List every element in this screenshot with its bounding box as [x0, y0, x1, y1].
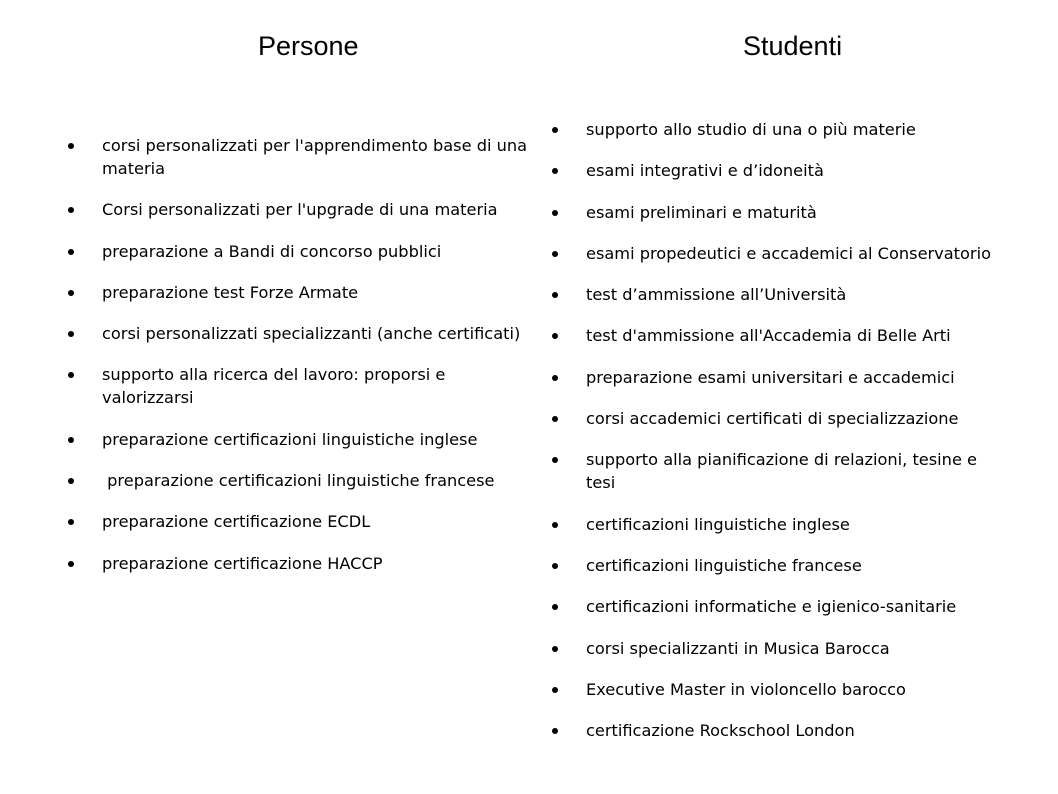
- list-item-text: preparazione certificazione ECDL: [102, 512, 371, 532]
- bullet-icon: [552, 251, 558, 257]
- list-item-text: esami preliminari e maturità: [586, 202, 817, 222]
- bullet-icon: [552, 563, 558, 569]
- list-item-text: certificazioni linguistiche inglese: [586, 514, 850, 534]
- list-item: [546, 242, 1004, 265]
- list-item-text: Corsi personalizzati per l'upgrade di una materia: [102, 200, 498, 220]
- bullet-icon: [68, 331, 74, 337]
- bullet-icon: [552, 168, 558, 174]
- list-item-text: preparazione certificazioni linguistiche francese: [102, 471, 495, 491]
- bullet-icon: [68, 561, 74, 567]
- list-item-text: test d'ammissione all'Accademia di Belle Arti: [586, 326, 951, 346]
- list-item: [546, 366, 1004, 389]
- list-item-text: preparazione certificazione HACCP: [102, 553, 383, 573]
- list-item: [546, 283, 1004, 306]
- list-item: [62, 322, 532, 345]
- list-item: [62, 134, 532, 180]
- list-item-text: supporto alla ricerca del lavoro: proporsi e valorizzarsi: [102, 365, 451, 408]
- list-persone: [62, 134, 532, 593]
- bullet-icon: [68, 372, 74, 378]
- bullet-icon: [552, 728, 558, 734]
- list-item-text: preparazione esami universitari e accademici: [586, 367, 955, 387]
- list-item: [546, 159, 1004, 182]
- bullet-icon: [68, 207, 74, 213]
- list-item: [546, 554, 1004, 577]
- list-item: [62, 281, 532, 304]
- bullet-icon: [68, 290, 74, 296]
- list-item: [62, 428, 532, 451]
- list-item: [546, 201, 1004, 224]
- list-item-text: certificazioni linguistiche francese: [586, 555, 862, 575]
- list-item-text: test d’ammissione all’Università: [586, 285, 847, 305]
- list-item: [62, 469, 532, 492]
- bullet-icon: [552, 333, 558, 339]
- list-item-text: corsi accademici certificati di specializzazione: [586, 409, 959, 429]
- list-item: [62, 240, 532, 263]
- bullet-icon: [552, 375, 558, 381]
- list-item-text: preparazione test Forze Armate: [102, 282, 359, 302]
- list-item: [546, 448, 1004, 494]
- list-item: [546, 637, 1004, 660]
- list-item: [62, 198, 532, 221]
- column-title-studenti: Studenti: [743, 31, 843, 61]
- list-item-text: supporto alla pianificazione di relazioni, tesine e tesi: [586, 450, 983, 493]
- list-item: [62, 552, 532, 575]
- list-item-text: supporto allo studio di una o più materie: [586, 120, 916, 139]
- bullet-icon: [68, 437, 74, 443]
- list-item-text: preparazione certificazioni linguistiche inglese: [102, 429, 478, 449]
- bullet-icon: [552, 210, 558, 216]
- list-item-text: certificazione Rockschool London: [586, 721, 855, 741]
- column-title-persone: Persone: [258, 31, 359, 61]
- list-item-text: corsi specializzanti in Musica Barocca: [586, 638, 890, 658]
- list-item: [546, 324, 1004, 347]
- list-item-text: Executive Master in violoncello barocco: [586, 679, 906, 699]
- list-item: [546, 407, 1004, 430]
- list-item: [62, 510, 532, 533]
- bullet-icon: [68, 249, 74, 255]
- list-item: [546, 719, 1004, 742]
- bullet-icon: [68, 519, 74, 525]
- list-studenti: [546, 118, 1004, 760]
- list-item: [546, 678, 1004, 701]
- bullet-icon: [552, 127, 558, 133]
- list-item: [546, 513, 1004, 536]
- bullet-icon: [552, 604, 558, 610]
- list-item: [546, 595, 1004, 618]
- list-item-text: esami integrativi e d’idoneità: [586, 161, 824, 181]
- list-item: [546, 118, 1004, 141]
- bullet-icon: [68, 143, 74, 149]
- bullet-icon: [552, 646, 558, 652]
- bullet-icon: [552, 687, 558, 693]
- list-item-text: certificazioni informatiche e igienico-sanitarie: [586, 597, 957, 617]
- list-item-text: corsi personalizzati specializzanti (anche certificati): [102, 324, 521, 344]
- list-item: [62, 363, 532, 409]
- list-item-text: esami propedeutici e accademici al Conservatorio: [586, 243, 991, 263]
- bullet-icon: [552, 522, 558, 528]
- bullet-icon: [552, 457, 558, 463]
- bullet-icon: [552, 416, 558, 422]
- list-item-text: preparazione a Bandi di concorso pubblici: [102, 241, 442, 261]
- bullet-icon: [552, 292, 558, 298]
- bullet-icon: [68, 478, 74, 484]
- list-item-text: corsi personalizzati per l'apprendimento base di una materia: [102, 136, 533, 178]
